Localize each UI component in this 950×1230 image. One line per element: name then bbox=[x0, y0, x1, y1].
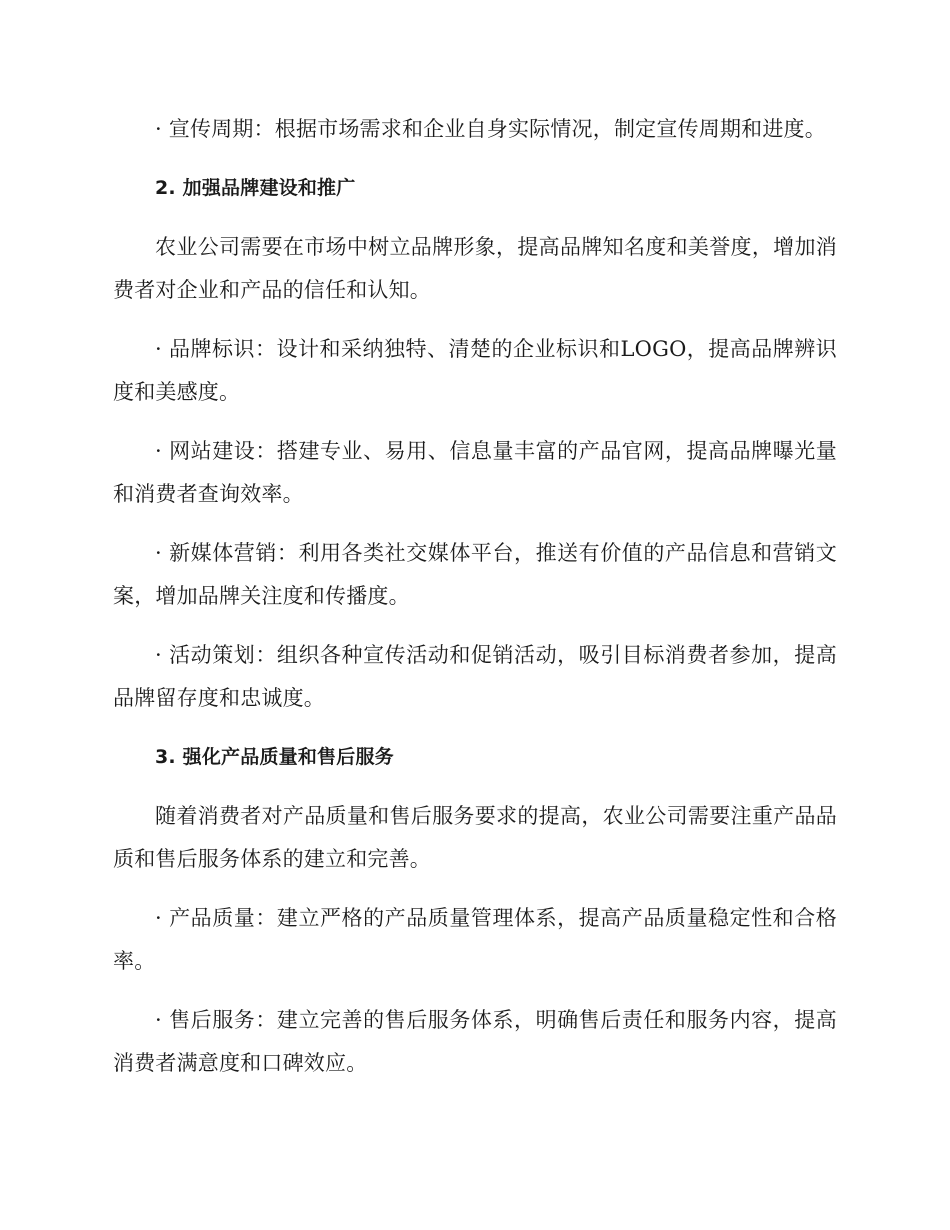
bullet-events: · 活动策划：组织各种宣传活动和促销活动，吸引目标消费者参加，提高品牌留存度和忠诚度。 bbox=[113, 643, 837, 710]
bullet-after-sales: · 售后服务：建立完善的售后服务体系，明确售后责任和服务内容，提高消费者满意度和口碑效应。 bbox=[113, 1008, 837, 1075]
bullet-brand-identity: · 品牌标识：设计和采纳独特、清楚的企业标识和LOGO，提高品牌辨识度和美感度。 bbox=[113, 337, 837, 404]
heading-quality-service: 3. 强化产品质量和售后服务 bbox=[155, 746, 394, 768]
bullet-promo-cycle: · 宣传周期：根据市场需求和企业自身实际情况，制定宣传周期和进度。 bbox=[155, 117, 826, 141]
heading-brand-building: 2. 加强品牌建设和推广 bbox=[155, 177, 356, 199]
para-quality-intro: 随着消费者对产品质量和售后服务要求的提高，农业公司需要注重产品品质和售后服务体系的建立和完善。 bbox=[113, 804, 837, 871]
bullet-product-quality: · 产品质量：建立严格的产品质量管理体系，提高产品质量稳定性和合格率。 bbox=[113, 906, 837, 973]
para-brand-intro: 农业公司需要在市场中树立品牌形象，提高品牌知名度和美誉度，增加消费者对企业和产品的信任和认知。 bbox=[113, 235, 837, 302]
bullet-new-media: · 新媒体营销：利用各类社交媒体平台，推送有价值的产品信息和营销文案，增加品牌关注度和传播度。 bbox=[113, 541, 837, 608]
document-body bbox=[113, 108, 837, 1101]
bullet-website: · 网站建设：搭建专业、易用、信息量丰富的产品官网，提高品牌曝光量和消费者查询效率。 bbox=[113, 439, 837, 506]
